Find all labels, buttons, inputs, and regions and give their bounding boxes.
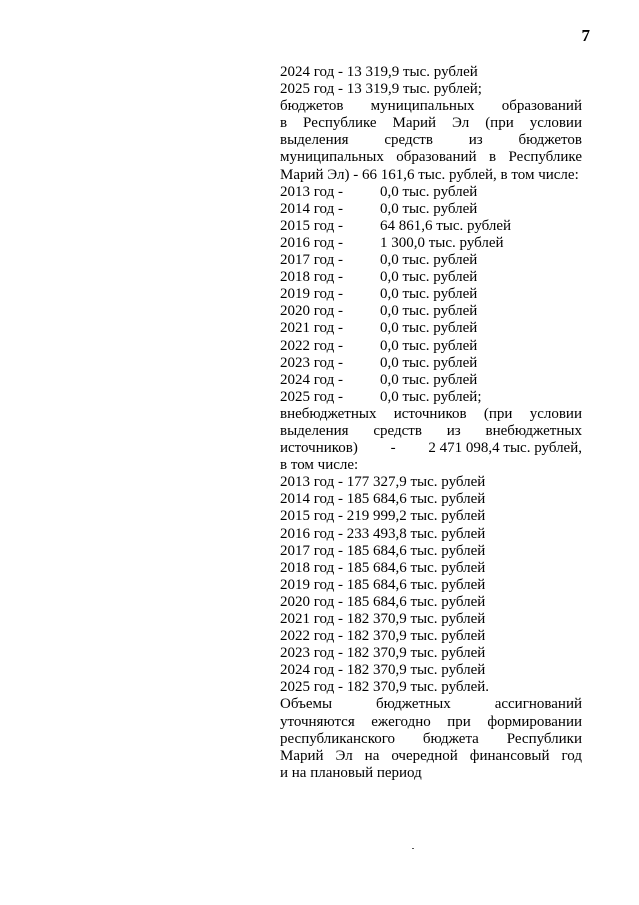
year-label: 2019 год -	[280, 286, 343, 303]
word: Марий	[392, 115, 437, 132]
municipal-intro-last: Марий Эл) - 66 161,6 тыс. рублей, в том числе:	[280, 166, 579, 183]
extrabudget-intro	[280, 406, 582, 457]
word: формировании	[487, 713, 582, 730]
closing-paragraph	[280, 696, 582, 781]
justified-line	[280, 98, 582, 115]
municipal-year-list	[280, 184, 582, 406]
year-row: 2017 год - 185 684,6 тыс. рублей	[280, 542, 486, 559]
justified-line	[280, 423, 582, 440]
year-label: 2022 год -	[280, 337, 343, 354]
word: уточняются	[280, 713, 355, 730]
word: Эл	[452, 115, 470, 132]
year-row: 2016 год - 233 493,8 тыс. рублей	[280, 525, 486, 542]
year-amount: 0,0 тыс. рублей	[380, 320, 478, 337]
word: (при	[483, 405, 513, 422]
year-row	[280, 320, 582, 337]
justified-line	[280, 149, 582, 166]
justified-line	[280, 748, 582, 765]
justified-line	[280, 696, 582, 713]
word: (при	[485, 115, 514, 132]
year-label: 2023 год -	[280, 354, 343, 371]
word: внебюджетных	[485, 422, 582, 439]
year-amount: 0,0 тыс. рублей	[380, 337, 478, 354]
word: в	[280, 115, 288, 132]
word: 2 471 098,4 тыс. рублей,	[428, 440, 582, 457]
year-amount: 64 861,6 тыс. рублей	[380, 217, 512, 234]
word: источников)	[280, 440, 358, 457]
word: образований	[396, 149, 477, 166]
document-body	[280, 64, 582, 782]
closing-last-line: и на плановый период	[280, 764, 422, 781]
year-row	[280, 286, 582, 303]
year-row	[280, 303, 582, 320]
year-row: 2014 год - 185 684,6 тыс. рублей	[280, 491, 486, 508]
year-row: 2021 год - 182 370,9 тыс. рублей	[280, 611, 486, 627]
word: в	[488, 149, 497, 166]
word: образований	[501, 98, 582, 115]
year-label: 2025 год -	[280, 388, 343, 405]
extrabudget-year-list	[280, 474, 582, 696]
word: очередной	[391, 747, 458, 764]
year-row	[280, 338, 582, 355]
text-line: 2025 год - 13 319,9 тыс. рублей;	[280, 81, 482, 98]
year-row: 2024 год - 182 370,9 тыс. рублей	[280, 662, 486, 679]
year-amount: 0,0 тыс. рублей	[380, 183, 478, 200]
year-label: 2017 год -	[280, 252, 343, 269]
word: из	[468, 132, 483, 149]
funding-block-republican-tail	[280, 64, 582, 98]
year-label: 2021 год -	[280, 320, 343, 337]
year-row: 2015 год - 219 999,2 тыс. рублей	[280, 508, 486, 525]
justified-line	[280, 132, 582, 149]
word: Эл	[335, 747, 353, 764]
page-number: 7	[581, 26, 590, 45]
year-amount: 0,0 тыс. рублей	[380, 286, 478, 303]
year-row: 2018 год - 185 684,6 тыс. рублей	[280, 559, 486, 576]
year-row: 2022 год - 182 370,9 тыс. рублей	[280, 628, 486, 645]
year-amount: 0,0 тыс. рублей	[380, 252, 478, 269]
word: Республики	[506, 730, 582, 747]
year-row	[280, 218, 582, 235]
scan-speck	[412, 848, 414, 849]
word: из	[446, 422, 461, 439]
year-row: 2025 год - 182 370,9 тыс. рублей.	[280, 679, 490, 696]
year-label: 2014 год -	[280, 200, 343, 217]
word: бюджетов	[280, 98, 344, 115]
word: выделения	[280, 422, 349, 439]
word: ежегодно	[371, 713, 431, 730]
word: средств	[373, 422, 422, 439]
year-amount: 0,0 тыс. рублей	[380, 269, 478, 286]
word: источников	[393, 405, 467, 422]
word: на	[364, 747, 380, 764]
year-label: 2016 год -	[280, 234, 343, 251]
funding-block-extrabudgetary	[280, 406, 582, 697]
word: бюджетных	[376, 696, 451, 713]
word: ассигнований	[494, 696, 582, 713]
word: Марий	[280, 747, 324, 764]
word: внебюджетных	[280, 405, 377, 422]
text-line: 2024 год - 13 319,9 тыс. рублей	[280, 64, 478, 80]
year-row	[280, 355, 582, 372]
year-label: 2013 год -	[280, 183, 343, 200]
year-row	[280, 184, 582, 201]
word: условии	[529, 405, 582, 422]
word: -	[390, 440, 396, 457]
funding-block-municipal	[280, 98, 582, 406]
word: бюджетов	[518, 132, 582, 149]
year-amount: 0,0 тыс. рублей	[380, 200, 478, 217]
word: средств	[384, 132, 433, 149]
year-label: 2020 год -	[280, 303, 343, 320]
word: условии	[529, 115, 582, 132]
year-label: 2015 год -	[280, 217, 343, 234]
word: Республике	[303, 115, 377, 132]
year-amount: 0,0 тыс. рублей	[380, 354, 478, 371]
year-amount: 0,0 тыс. рублей	[380, 303, 478, 320]
year-row	[280, 372, 582, 389]
justified-line	[280, 406, 582, 423]
word: муниципальных	[280, 149, 384, 166]
word: финансовый	[469, 747, 550, 764]
year-row: 2023 год - 182 370,9 тыс. рублей	[280, 645, 486, 662]
word: бюджета	[422, 730, 479, 747]
year-row: 2013 год - 177 327,9 тыс. рублей	[280, 474, 486, 491]
year-row: 2020 год - 185 684,6 тыс. рублей	[280, 593, 486, 610]
municipal-intro	[280, 98, 582, 166]
closing-justified-lines	[280, 696, 582, 764]
year-row	[280, 201, 582, 218]
year-label: 2018 год -	[280, 269, 343, 286]
word: республиканского	[280, 730, 395, 747]
extrabudget-intro-last: в том числе:	[280, 457, 359, 474]
word: выделения	[280, 132, 349, 149]
word: Объемы	[280, 696, 333, 713]
year-label: 2024 год -	[280, 371, 343, 388]
word: при	[447, 713, 471, 730]
justified-line	[280, 115, 582, 132]
justified-line	[280, 440, 582, 457]
year-amount: 1 300,0 тыс. рублей	[380, 234, 504, 251]
year-amount: 0,0 тыс. рублей;	[380, 388, 482, 405]
justified-line	[280, 714, 582, 731]
word: муниципальных	[370, 98, 475, 115]
year-row	[280, 235, 582, 252]
word: Республике	[508, 149, 582, 166]
year-row: 2019 год - 185 684,6 тыс. рублей	[280, 576, 486, 593]
year-row	[280, 252, 582, 269]
year-row	[280, 269, 582, 286]
year-amount: 0,0 тыс. рублей	[380, 371, 478, 388]
year-row	[280, 389, 582, 406]
justified-line	[280, 731, 582, 748]
word: год	[561, 747, 582, 764]
